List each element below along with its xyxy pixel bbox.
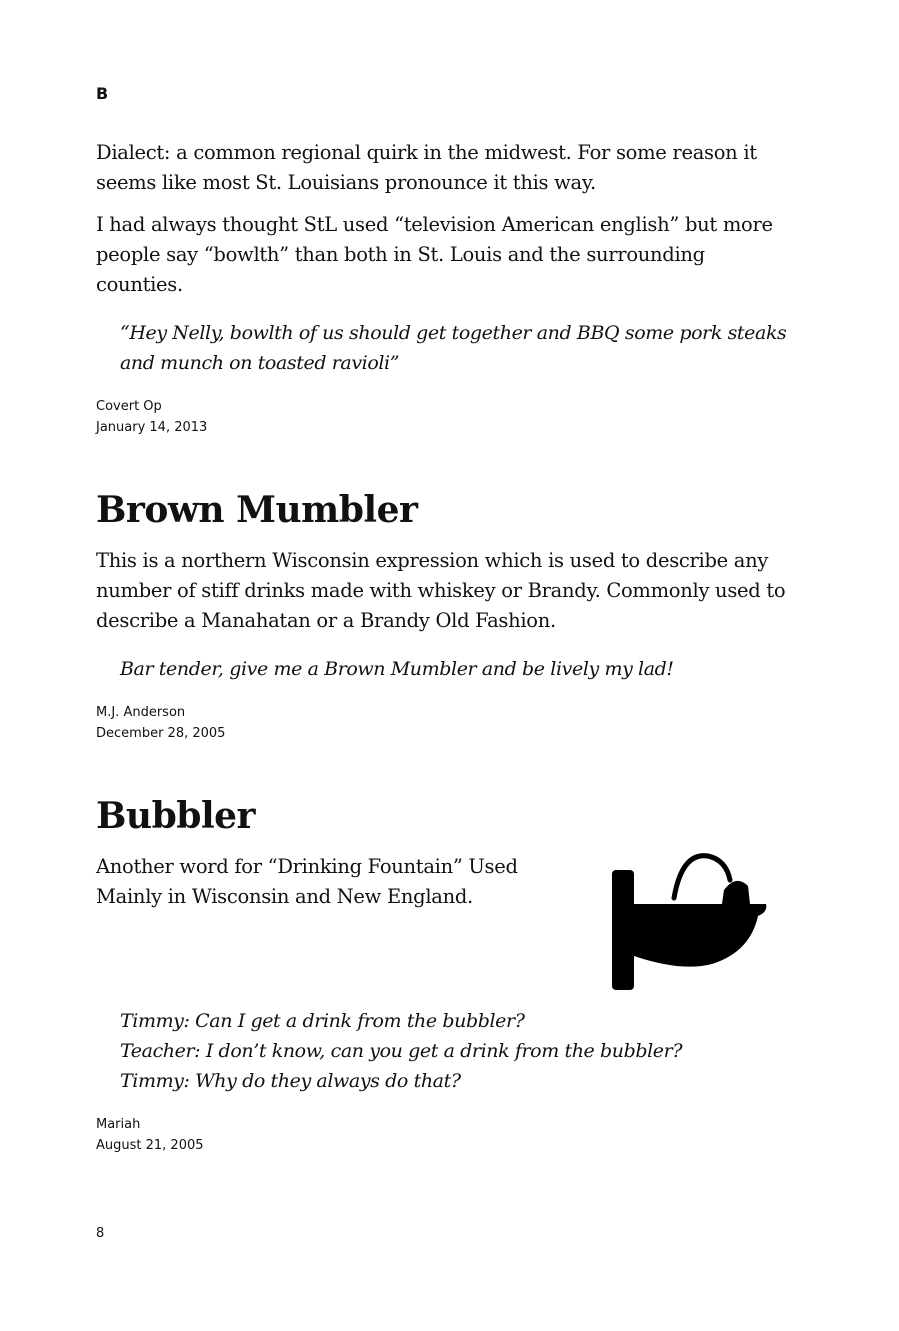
brown-mumbler-author: M.J. Anderson (96, 705, 186, 720)
bubbler-definition-line-1: Another word for “Drinking Fountain” Used (96, 855, 518, 878)
entry-b-author: Covert Op (96, 399, 162, 414)
entry-b-paragraph-2: I had always thought StL used “television American english” but more people say “bowlth” than both in St. Louis and the surrounding counties. (96, 213, 773, 296)
bubbler-attribution (96, 1114, 204, 1156)
brown-mumbler-example-quote: Bar tender, give me a Brown Mumbler and be lively my lad! (120, 658, 674, 680)
page-number: 8 (96, 1226, 105, 1241)
brown-mumbler-title: Brown Mumbler (96, 489, 418, 531)
brown-mumbler-attribution (96, 702, 225, 744)
brown-mumbler-date: December 28, 2005 (96, 726, 226, 741)
bubbler-example-quote (120, 1006, 800, 1096)
bubbler-quote-line-3: Timmy: Why do they always do that? (120, 1070, 461, 1092)
drinking-fountain-icon (612, 852, 768, 992)
bubbler-quote-line-2: Teacher: I don’t know, can you get a drink from the bubbler? (120, 1040, 683, 1062)
bubbler-definition (96, 852, 576, 912)
bubbler-quote-line-1: Timmy: Can I get a drink from the bubbler? (120, 1010, 525, 1032)
bubbler-title: Bubbler (96, 795, 255, 837)
bubbler-date: August 21, 2005 (96, 1138, 204, 1153)
entry-b-date: January 14, 2013 (96, 420, 208, 435)
section-letter: B (96, 84, 109, 103)
brown-mumbler-definition: This is a northern Wisconsin expression which is used to describe any number of stiff drinks made with whiskey or Brandy. Commonly used to describe a Manahatan or a Brandy Old Fashion. (96, 549, 786, 632)
entry-b-paragraph-1: Dialect: a common regional quirk in the midwest. For some reason it seems like most St. Louisians pronounce it this way. (96, 141, 757, 194)
bubbler-author: Mariah (96, 1117, 141, 1132)
entry-b-example-quote: “Hey Nelly, bowlth of us should get together and BBQ some pork steaks and munch on toasted ravioli” (120, 322, 787, 374)
bubbler-definition-line-2: Mainly in Wisconsin and New England. (96, 885, 473, 908)
entry-b-attribution (96, 396, 207, 438)
